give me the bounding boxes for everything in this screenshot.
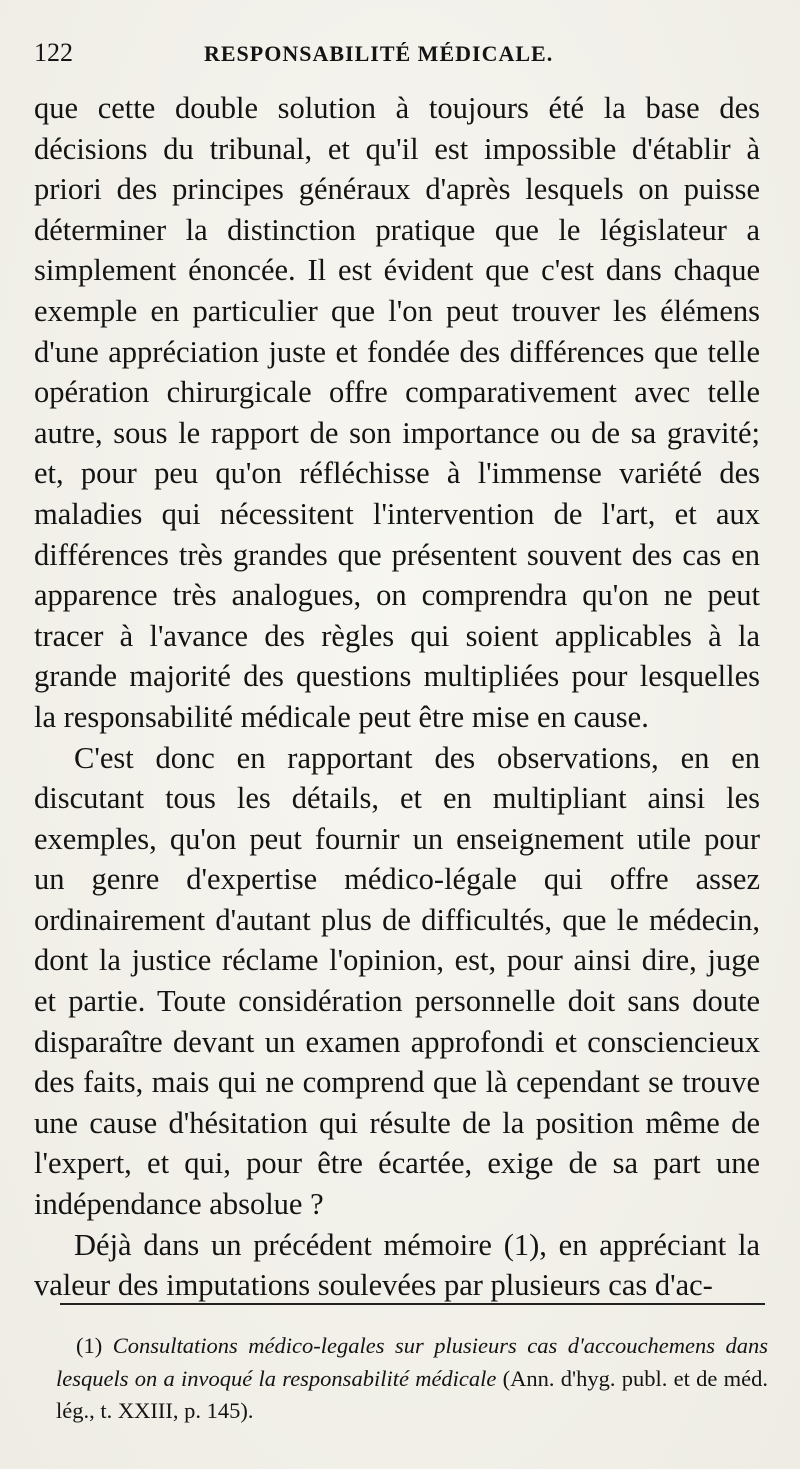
footnote-reference: (Ann. d'hyg. publ. et de méd. lég., t. XXIII, p. 145).: [56, 1365, 768, 1423]
running-title: RESPONSABILITÉ MÉDICALE.: [204, 41, 554, 66]
footnote-divider: [60, 1303, 765, 1305]
paragraph-1: que cette double solution à toujours été la base des décisions du tribunal, et qu'il est impossible d'établir à priori des principes généraux d'après lesquels on puisse déterminer la distinction pratique que le législateur a simplement énoncée. Il est évident que c'est dans chaque exemple en particulier que l'on peut trouver les élémens d'une appréciation juste et fondée des différences que telle opération chirurgicale offre comparativement avec telle autre, sous le rapport de son importance ou de sa gravité; et, pour peu qu'on réfléchisse à l'immense variété des maladies qui nécessitent l'intervention de l'art, et aux différences très grandes que présentent souvent des cas en apparence très analogues, on comprendra qu'on ne peut tracer à l'avance des règles qui soient applicables à la grande majorité des questions multipliées pour lesquelles la responsabilité médicale peut être mise en cause.: [34, 91, 760, 734]
page-number: 122: [34, 38, 73, 67]
footnote-title: Consultations médico-legales sur plusieurs cas d'accouchemens dans lesquels on a invoqué la responsabilité médicale: [56, 1333, 768, 1391]
page-header: [34, 38, 760, 88]
footnote: [56, 1330, 768, 1428]
paragraph-3: Déjà dans un précédent mémoire (1), en appréciant la valeur des imputations soulevées par plusieurs cas d'ac-: [34, 1227, 760, 1303]
body-text: [34, 88, 760, 1306]
footnote-marker: (1): [76, 1333, 103, 1358]
paragraph-2: C'est donc en rapportant des observations, en en discutant tous les détails, et en multipliant ainsi les exemples, qu'on peut fournir un enseignement utile pour un genre d'expertise médico-légale qui offre assez ordinairement d'autant plus de difficultés, que le médecin, dont la justice réclame l'opinion, est, pour ainsi dire, juge et partie. Toute considération personnelle doit sans doute disparaître devant un examen approfondi et consciencieux des faits, mais qui ne comprend que là cependant se trouve une cause d'hésitation qui résulte de la position même de l'expert, et qui, pour être écartée, exige de sa part une indépendance absolue ?: [34, 740, 760, 1222]
